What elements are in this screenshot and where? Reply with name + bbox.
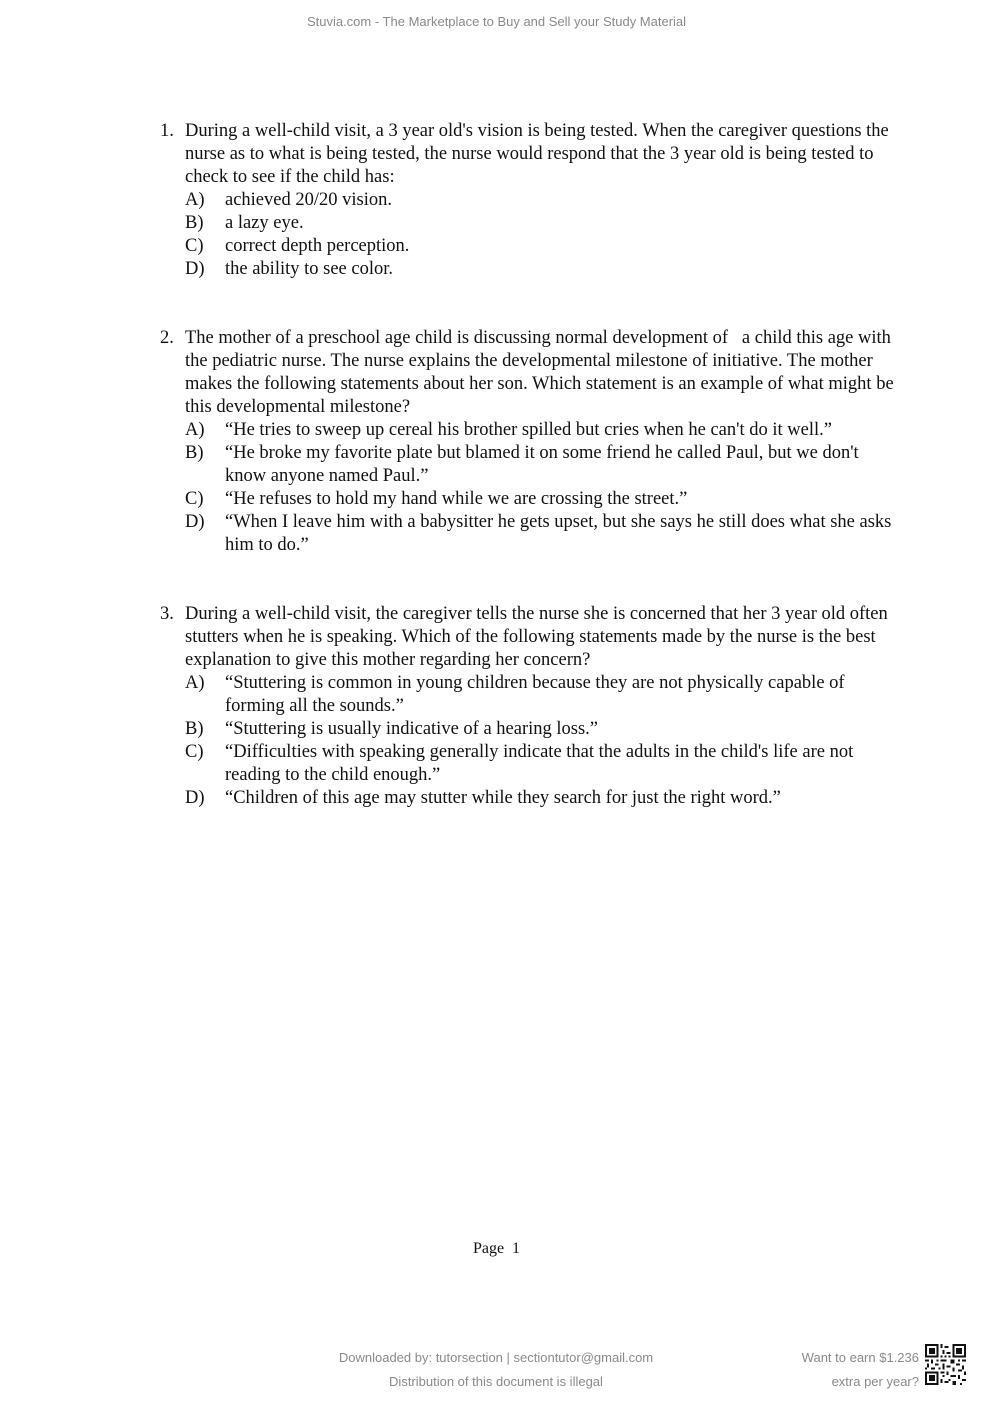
question-text: The mother of a preschool age child is discussing normal development of a child this age with the pediatric nurse. The nurse explains the developmental milestone of initiative. The mother makes the following statements about her son. Which statement is an example of what might be this developmental milestone? bbox=[185, 328, 894, 417]
option-text: “Children of this age may stutter while they search for just the right word.” bbox=[225, 788, 781, 808]
site-header: Stuvia.com - The Marketplace to Buy and Sell your Study Material bbox=[306, 14, 687, 29]
option-b bbox=[160, 442, 900, 488]
option-letter: A) bbox=[185, 190, 205, 210]
question-text: During a well-child visit, the caregiver tells the nurse she is concerned that her 3 year old often stutters when he is speaking. Which of the following statements made by the nurse is the best explanation to give this mother regarding her concern? bbox=[185, 604, 888, 670]
question-number: 1. bbox=[160, 121, 174, 141]
option-c bbox=[160, 741, 900, 787]
option-text: “Stuttering is common in young children because they are not physically capable of forming all the sounds.” bbox=[225, 673, 845, 716]
option-c bbox=[160, 488, 900, 511]
option-letter: A) bbox=[185, 673, 205, 693]
option-text: “He broke my favorite plate but blamed it on some friend he called Paul, but we don't know anyone named Paul.” bbox=[225, 443, 859, 486]
option-letter: B) bbox=[185, 719, 204, 739]
option-text: correct depth perception. bbox=[225, 236, 410, 256]
question-3 bbox=[160, 603, 900, 810]
option-b bbox=[160, 212, 900, 235]
question-list bbox=[160, 120, 900, 810]
download-footer bbox=[296, 1346, 696, 1394]
question-2 bbox=[160, 327, 900, 557]
downloaded-by-text: Downloaded by: tutorsection | sectiontutor@gmail.com bbox=[338, 1350, 654, 1365]
option-c bbox=[160, 235, 900, 258]
option-a bbox=[160, 189, 900, 212]
option-letter: B) bbox=[185, 213, 204, 233]
option-letter: D) bbox=[185, 788, 205, 808]
option-letter: D) bbox=[185, 512, 205, 532]
option-list bbox=[160, 419, 900, 557]
option-d bbox=[160, 787, 900, 810]
option-letter: C) bbox=[185, 742, 204, 762]
option-a bbox=[160, 419, 900, 442]
question-1 bbox=[160, 120, 900, 281]
option-b bbox=[160, 718, 900, 741]
question-text: During a well-child visit, a 3 year old's vision is being tested. When the caregiver questions the nurse as to what is being tested, the nurse would respond that the 3 year old is being tested to check to see if the child has: bbox=[185, 121, 889, 187]
option-letter: C) bbox=[185, 489, 204, 509]
option-letter: C) bbox=[185, 236, 204, 256]
qr-code-icon[interactable] bbox=[925, 1344, 966, 1385]
option-a bbox=[160, 672, 900, 718]
option-text: “Difficulties with speaking generally indicate that the adults in the child's life are not reading to the child enough.” bbox=[225, 742, 854, 785]
option-letter: B) bbox=[185, 443, 204, 463]
option-text: “He refuses to hold my hand while we are crossing the street.” bbox=[225, 489, 688, 509]
earn-promo[interactable] bbox=[760, 1346, 919, 1394]
option-text: “He tries to sweep up cereal his brother spilled but cries when he can't do it well.” bbox=[225, 420, 832, 440]
option-d bbox=[160, 258, 900, 281]
option-text: achieved 20/20 vision. bbox=[225, 190, 392, 210]
option-d bbox=[160, 511, 900, 557]
question-number: 2. bbox=[160, 328, 174, 348]
question-number: 3. bbox=[160, 604, 174, 624]
distribution-notice: Distribution of this document is illegal bbox=[389, 1374, 603, 1389]
option-text: the ability to see color. bbox=[225, 259, 393, 279]
earn-promo-line2[interactable]: extra per year? bbox=[831, 1374, 919, 1389]
option-text: “When I leave him with a babysitter he gets upset, but she says he still does what she asks him to do.” bbox=[225, 512, 892, 555]
option-letter: A) bbox=[185, 420, 205, 440]
option-text: “Stuttering is usually indicative of a hearing loss.” bbox=[225, 719, 598, 739]
option-list bbox=[160, 672, 900, 810]
option-letter: D) bbox=[185, 259, 205, 279]
option-text: a lazy eye. bbox=[225, 213, 304, 233]
earn-promo-line1[interactable]: Want to earn $1.236 bbox=[801, 1350, 919, 1365]
page-number: Page 1 bbox=[472, 1240, 521, 1257]
option-list bbox=[160, 189, 900, 281]
